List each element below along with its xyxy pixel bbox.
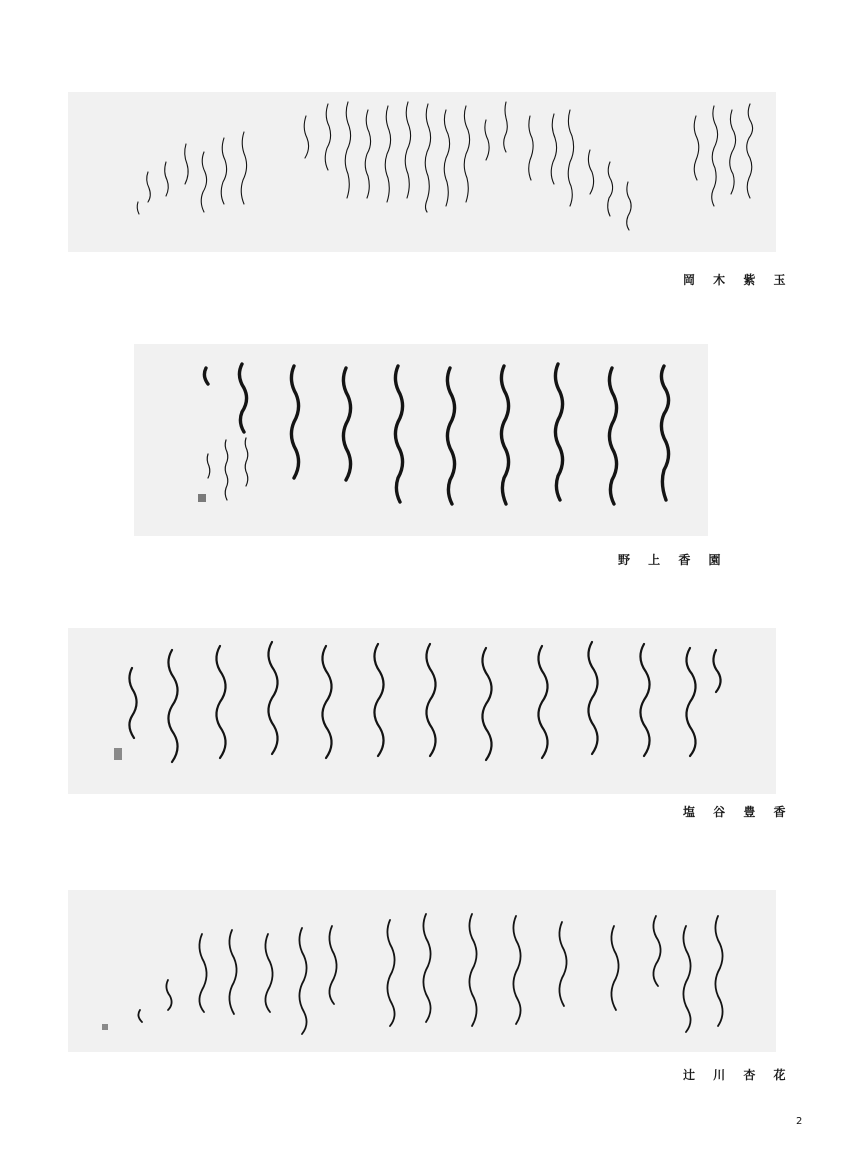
seal-stamp (114, 748, 122, 760)
calligraphy-strokes-2 (134, 344, 708, 536)
artist-name-1: 岡 木 紫 玉 (683, 273, 793, 287)
calligraphy-artwork-3 (68, 628, 776, 794)
calligraphy-strokes-4 (68, 890, 776, 1052)
calligraphy-artwork-2 (134, 344, 708, 536)
calligraphy-strokes-1 (68, 92, 776, 252)
calligraphy-strokes-3 (68, 628, 776, 794)
page-number: 2 (796, 1116, 803, 1127)
artist-name-4: 辻 川 杏 花 (683, 1068, 793, 1082)
seal-stamp (102, 1024, 108, 1030)
calligraphy-artwork-4 (68, 890, 776, 1052)
artist-name-2: 野 上 香 園 (618, 553, 728, 567)
calligraphy-artwork-1 (68, 92, 776, 252)
seal-stamp (198, 494, 206, 502)
artist-name-3: 塩 谷 豊 香 (683, 805, 793, 819)
